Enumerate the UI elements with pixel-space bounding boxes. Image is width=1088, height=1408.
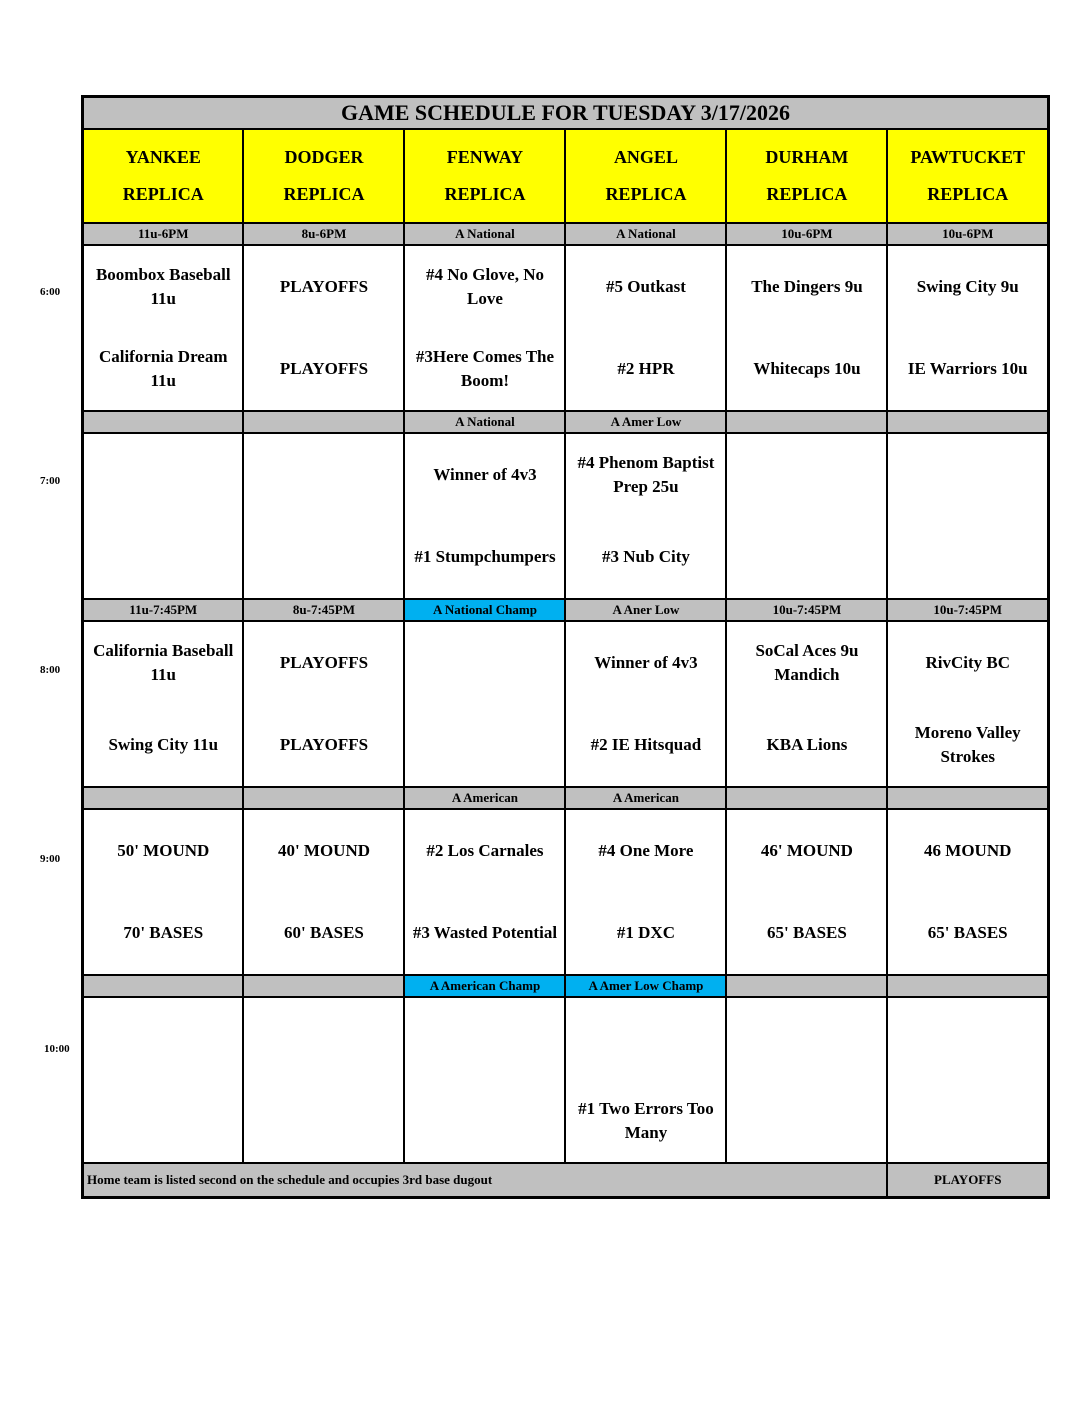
away-team: Boombox Baseball 11u (95, 265, 231, 308)
home-team: 60' BASES (284, 923, 364, 942)
home-team: #3 Wasted Potential (412, 923, 558, 942)
field-subtitle: REPLICA (927, 184, 1009, 204)
footer-row (83, 1163, 1049, 1198)
away-team: Swing City 9u (916, 277, 1019, 296)
game-cell (243, 809, 404, 975)
division-label (243, 975, 404, 997)
division-label: 11u-6PM (83, 223, 244, 245)
game-cell (887, 621, 1048, 787)
game-cell (83, 433, 244, 599)
away-team (244, 434, 403, 516)
game-cell (404, 245, 565, 411)
division-row (83, 787, 1049, 809)
home-team: Whitecaps 10u (753, 359, 861, 378)
division-label: A National (404, 411, 565, 433)
home-team (727, 516, 886, 598)
away-team: PLAYOFFS (279, 277, 369, 296)
division-label (887, 787, 1048, 809)
game-cell (726, 621, 887, 787)
home-team: #3Here Comes The Boom! (415, 347, 555, 390)
game-cell (887, 433, 1048, 599)
division-label: A American (404, 787, 565, 809)
game-cell (404, 809, 565, 975)
title-row (83, 97, 1049, 130)
game-cell (726, 809, 887, 975)
division-row (83, 975, 1049, 997)
away-team (405, 622, 564, 704)
schedule-table (81, 95, 1050, 1199)
home-team: IE Warriors 10u (907, 359, 1028, 378)
division-label (83, 975, 244, 997)
home-team: California Dream 11u (98, 347, 228, 390)
schedule-title: GAME SCHEDULE FOR TUESDAY 3/17/2026 (83, 97, 1049, 130)
division-label: 8u-7:45PM (243, 599, 404, 621)
away-team: Winner of 4v3 (594, 653, 698, 672)
division-label: 10u-7:45PM (726, 599, 887, 621)
game-cell (565, 433, 726, 599)
field-name: PAWTUCKET (910, 147, 1026, 167)
away-team: #4 Phenom Baptist Prep 25u (577, 453, 715, 496)
home-team (888, 1080, 1047, 1162)
game-row (83, 433, 1049, 599)
away-team: California Baseball 11u (93, 641, 234, 684)
footer-playoffs: PLAYOFFS (887, 1163, 1048, 1198)
field-name: ANGEL (613, 147, 678, 167)
home-team: 65' BASES (927, 923, 1008, 942)
game-cell (243, 621, 404, 787)
game-cell (565, 997, 726, 1163)
field-header (243, 129, 404, 223)
away-team (84, 434, 242, 516)
away-team (405, 998, 564, 1080)
division-label (243, 411, 404, 433)
home-team: #2 IE Hitsquad (590, 735, 702, 754)
field-header (565, 129, 726, 223)
field-name: FENWAY (446, 147, 524, 167)
home-team: #1 Stumpchumpers (414, 547, 556, 566)
division-label (83, 411, 244, 433)
division-label: 11u-7:45PM (83, 599, 244, 621)
home-team: 65' BASES (767, 923, 847, 942)
division-label (83, 787, 244, 809)
home-team (84, 1080, 242, 1162)
division-label: A Amer Low Champ (565, 975, 726, 997)
away-team: Winner of 4v3 (433, 465, 537, 484)
game-cell (404, 997, 565, 1163)
field-name: DODGER (284, 147, 364, 167)
home-team: Moreno Valley Strokes (914, 723, 1021, 766)
away-team: #4 One More (598, 841, 694, 860)
division-label: 8u-6PM (243, 223, 404, 245)
game-cell (726, 245, 887, 411)
game-row (83, 997, 1049, 1163)
game-cell (83, 809, 244, 975)
field-subtitle: REPLICA (605, 184, 687, 204)
away-team (84, 998, 242, 1080)
home-team: #1 Two Errors Too Many (578, 1099, 714, 1142)
home-team: Swing City 11u (108, 735, 219, 754)
field-subtitle: REPLICA (283, 184, 365, 204)
division-label (726, 411, 887, 433)
home-team (405, 704, 564, 786)
field-header (83, 129, 244, 223)
away-team: 40' MOUND (277, 841, 371, 860)
time-label: 9:00 (40, 853, 61, 865)
field-header (887, 129, 1048, 223)
game-cell (83, 245, 244, 411)
away-team: The Dingers 9u (751, 277, 863, 296)
field-name: YANKEE (125, 147, 201, 167)
field-name: DURHAM (765, 147, 849, 167)
game-cell (243, 245, 404, 411)
game-cell (565, 245, 726, 411)
division-label: 10u-7:45PM (887, 599, 1048, 621)
game-cell (404, 433, 565, 599)
division-label: A American (565, 787, 726, 809)
home-team (405, 1080, 564, 1162)
division-label: 10u-6PM (726, 223, 887, 245)
field-subtitle: REPLICA (122, 184, 204, 204)
division-label: A National (404, 223, 565, 245)
division-row (83, 223, 1049, 245)
home-team: KBA Lions (766, 735, 848, 754)
game-cell (726, 997, 887, 1163)
home-team (84, 516, 242, 598)
division-label: A Amer Low (565, 411, 726, 433)
division-label (887, 975, 1048, 997)
game-cell (404, 621, 565, 787)
time-label: 10:00 (44, 1043, 70, 1055)
division-row (83, 599, 1049, 621)
division-label: A National Champ (404, 599, 565, 621)
away-team: SoCal Aces 9u Mandich (755, 641, 859, 684)
game-row (83, 621, 1049, 787)
home-team: #3 Nub City (602, 547, 690, 566)
game-cell (83, 621, 244, 787)
time-label: 8:00 (40, 664, 61, 676)
home-team: #2 HPR (617, 359, 675, 378)
field-subtitle: REPLICA (766, 184, 848, 204)
home-team: 70' BASES (123, 923, 204, 942)
away-team: #2 Los Carnales (426, 841, 544, 860)
away-team (566, 998, 725, 1080)
game-row (83, 809, 1049, 975)
home-team (888, 516, 1047, 598)
game-cell (887, 245, 1048, 411)
footer-note: Home team is listed second on the schedule and occupies 3rd base dugout (83, 1163, 888, 1198)
away-team: #4 No Glove, No Love (425, 265, 544, 308)
home-team (727, 1080, 886, 1162)
division-row (83, 411, 1049, 433)
away-team (727, 434, 886, 516)
game-cell (565, 621, 726, 787)
game-cell (83, 997, 244, 1163)
away-team (888, 998, 1047, 1080)
division-label (726, 975, 887, 997)
away-team: RivCity BC (925, 653, 1010, 672)
game-cell (887, 997, 1048, 1163)
game-row (83, 245, 1049, 411)
field-header-row (83, 129, 1049, 223)
division-label: A National (565, 223, 726, 245)
home-team: #1 DXC (616, 923, 675, 942)
away-team: PLAYOFFS (279, 653, 369, 672)
game-cell (887, 809, 1048, 975)
game-cell (243, 997, 404, 1163)
away-team (244, 998, 403, 1080)
home-team (244, 1080, 403, 1162)
division-label (243, 787, 404, 809)
home-team (244, 516, 403, 598)
home-team: PLAYOFFS (279, 359, 369, 378)
away-team: 50' MOUND (117, 841, 210, 860)
field-header (404, 129, 565, 223)
field-header (726, 129, 887, 223)
division-label (887, 411, 1048, 433)
away-team (888, 434, 1047, 516)
division-label: A Aner Low (565, 599, 726, 621)
game-cell (565, 809, 726, 975)
time-label: 6:00 (40, 286, 61, 298)
away-team: 46' MOUND (760, 841, 853, 860)
home-team: PLAYOFFS (279, 735, 369, 754)
game-cell (726, 433, 887, 599)
game-cell (243, 433, 404, 599)
field-subtitle: REPLICA (444, 184, 526, 204)
division-label: 10u-6PM (887, 223, 1048, 245)
away-team: #5 Outkast (606, 277, 686, 296)
away-team: 46 MOUND (924, 841, 1012, 860)
time-label: 7:00 (40, 475, 61, 487)
division-label (726, 787, 887, 809)
away-team (727, 998, 886, 1080)
division-label: A American Champ (404, 975, 565, 997)
